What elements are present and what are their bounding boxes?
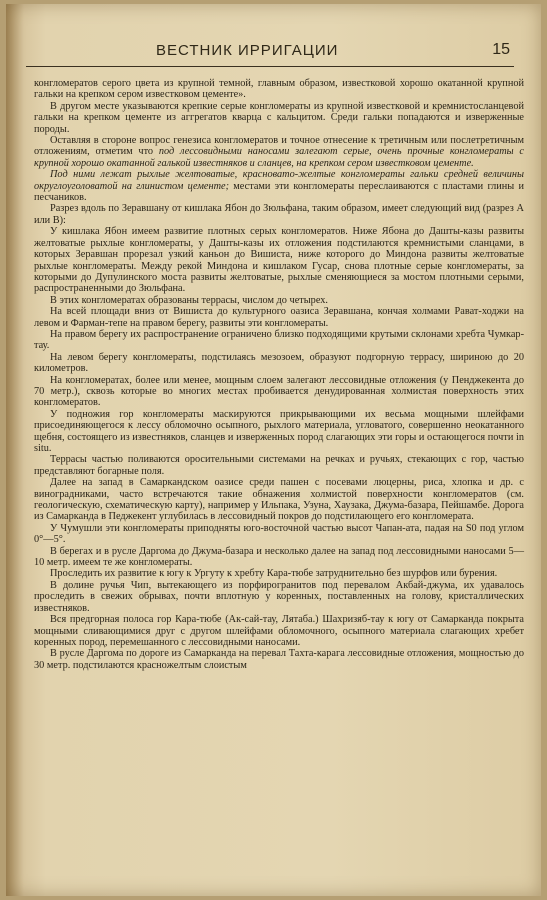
italic-text: Под ними лежат рыхлые желтоватые, красновато-желтые конгломераты гальки средней величины округлоуголоватой на глинистом цементе; <box>34 169 524 192</box>
paragraph-text: Оставляя в стороне вопрос генезиса конгломератов и точное отнесение к третичным или послетретичным отложениям, отметим что <box>34 135 524 158</box>
paragraph-text: На конгломератах, более или менее, мощным слоем залегают лессовидные отложения (у Пенджекента до 70 метр.), сквозь которые во многих местах пробивается денудированная холмистая поверхность этих конгломератов. <box>34 374 524 409</box>
paragraph <box>34 329 524 352</box>
paragraph <box>34 648 524 671</box>
paragraph-text: конгломератов серого цвета из крупной темной, главным образом, известковой хорошо окатанной крупной гальки на крепком сером известковом цементе». <box>34 78 524 101</box>
paragraph <box>34 135 524 169</box>
paragraph-text: В долине ручья Чип, вытекающего из порфирогранитов под перевалом Акбай-джума, их удавалось проследить в свежих обрывах, почти вплотную у коренных, поставленных на голову, кристаллических известняков. <box>34 579 524 614</box>
paragraph-text: У Чумушли эти конгломераты приподняты юго-восточной частью высот Чапан-ата, падая на S0 под углом 0°—5°. <box>34 522 524 546</box>
paragraph <box>34 523 524 546</box>
page-number: 15 <box>492 41 510 58</box>
paragraph-text: У кишлака Ябон имеем развитие плотных серых конгломератов. Ниже Ябона до Дашты-казы развиты желтоватые рыхлые конгломераты, у Дашты-казы их отложения подстилаются кремнистыми сланцами, в которых Зеравшан прорезал узкий каньон до Вишиста, ниже которого до Миндона развиты желтоватые рыхлые конгломераты. Между рекой Миндона и кишлаком Гусар, снова плотные серые конгломераты, за которыми до Дупулинского моста развиты желтоватые, рыхлые сменяющиеся за мостом плотными серыми, распространенными до Зюльфана. <box>34 226 524 295</box>
paragraph <box>34 203 524 226</box>
paragraph-text: Вся предгорная полоса гор Кара-тюбе (Ак-сай-тау, Лятаба.) Шахризяб-тау к югу от Самарканда покрыта мощными сливающимися друг с другом шлейфами обломочного, осыпного материала слагающих хребет коренных пород, перемешанного с лессовидными наносами. <box>34 614 524 648</box>
paragraph <box>34 101 524 135</box>
paragraph-text: Террасы частью поливаются оросительными системами на речках и ручьях, стекающих с гор, частью представляют богарные поля. <box>34 454 524 477</box>
paragraph <box>34 295 524 306</box>
paragraph <box>34 78 524 101</box>
paragraph <box>34 454 524 477</box>
article-body <box>34 78 524 671</box>
paragraph <box>34 306 524 329</box>
paragraph-text: На правом берегу их распространение ограничено близко подходящими крутыми склонами хребта Чумкар-тау. <box>34 328 524 352</box>
paragraph <box>34 226 524 294</box>
paragraph-text: В берегах и в русле Даргома до Джума-базара и несколько далее на запад под лессовидными наносами 5—10 метр. имеем те же конгломераты. <box>34 545 524 569</box>
paragraph <box>34 352 524 375</box>
paragraph-text: На всей площади вниз от Вишиста до культурного оазиса Зеравшана, кончая холмами Рават-ходжи на левом и Фарман-тепе на правом берегу, развиты эти конгломераты. <box>34 306 524 329</box>
paragraph-text: Разрез вдоль по Зеравшану от кишлака Ябон до Зюльфана, таким образом, имеет следующий вид (разрез А или В): <box>34 203 524 226</box>
paragraph-text: На левом берегу конгломераты, подстилаясь мезозоем, образуют подгорную террасу, шириною до 20 километров. <box>34 351 524 375</box>
paragraph-text: У подножия гор конгломераты маскируются прикрывающими их весьма мощными шлейфами присоединяющегося к лессу обломочно осыпного, рыхлого материала, угловатого, совершенно неокатанного щебня, состоящего из известняков, сланцев и изверженных пород слагающих эти горы и остающегося почти in situ. <box>34 408 524 454</box>
running-header <box>26 40 514 67</box>
paragraph <box>34 409 524 455</box>
paragraph <box>34 614 524 648</box>
paragraph <box>34 546 524 569</box>
paragraph-text: В другом месте указываются крепкие серые конгломераты из крупной известковой и кремнистосланцевой гальки на крепком цементе из аггрегатов кварца с кальцитом. Среди гальки попадаются и изверженные породы. <box>34 100 524 135</box>
paragraph <box>34 580 524 614</box>
paragraph-text: В этих конгломератах образованы террасы, числом до четырех. <box>50 294 328 306</box>
paragraph-text: Проследить их развитие к югу к Ургуту к хребту Кара-тюбе затруднительно без шурфов или бурения. <box>50 568 498 580</box>
page <box>6 4 541 896</box>
paragraph-text: В русле Даргома по дороге из Самарканда на перевал Тахта-карага лессовидные отложения, мощностью до 30 метр. подстилаются краснoжелтым слоистым <box>34 648 524 671</box>
paragraph <box>34 477 524 523</box>
paragraph <box>34 568 524 579</box>
paragraph <box>34 169 524 203</box>
italic-text: под лессовидными наносами залегают серые, очень прочные конгломераты с крупной хорошо окатанной галькой известняков и сланцев, на крепком сером известковом цементе. <box>34 146 524 169</box>
paragraph-text: местами эти конгломераты переслаиваются с пластами глины и песчаников. <box>34 180 524 204</box>
paragraph <box>34 375 524 409</box>
paragraph-text: Далее на запад в Самаркандском оазисе среди пашен с посевами люцерны, риса, хлопка и др. с виноградниками, часто встречаются такие обнажения холмистой поверхности конгломератов (см. геологическую, схематическую карту), например у Ильпака, Узуна, Хаузака, Джума-базара, Пейшамбе. Дорога из Самарканда в Педжекент углубилась в лессовидный покров до подстилающего его конгломерата. <box>34 477 524 523</box>
journal-title: ВЕСТНИК ИРРИГАЦИИ <box>156 42 339 59</box>
